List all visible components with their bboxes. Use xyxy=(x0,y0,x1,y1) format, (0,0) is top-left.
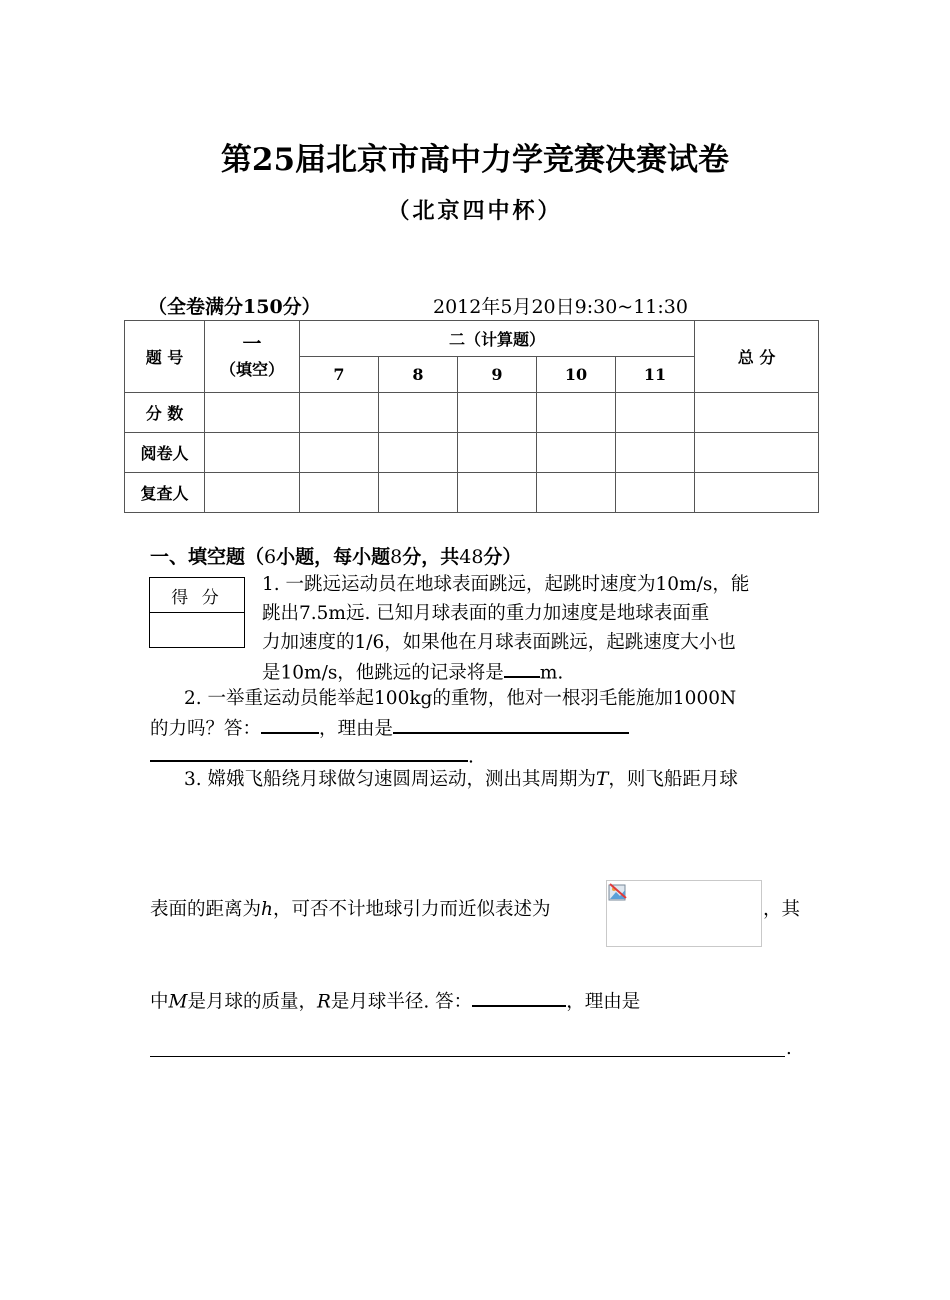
problem-number: 10 xyxy=(537,357,616,393)
broken-image-icon xyxy=(608,882,628,902)
reviewer-cell[interactable] xyxy=(458,473,537,513)
score-table xyxy=(124,320,819,513)
q3-line4-end: . xyxy=(786,1038,792,1059)
score-row-label: 分 数 xyxy=(125,393,205,433)
problem-number: 9 xyxy=(458,357,537,393)
score-cell[interactable] xyxy=(300,393,379,433)
grader-cell[interactable] xyxy=(616,433,695,473)
score-cell[interactable] xyxy=(379,393,458,433)
score-cell[interactable] xyxy=(616,393,695,433)
exam-title: 第25届北京市高中力学竞赛决赛试卷 xyxy=(220,142,730,178)
section-one-title: 一、填空题（6小题，每小题8分，共48分） xyxy=(150,546,522,568)
problem-number: 7 xyxy=(300,357,379,393)
q2-line1: 2. 一举重运动员能举起100kg的重物，他对一根羽毛能施加1000N xyxy=(184,688,737,709)
score-cell[interactable] xyxy=(205,393,300,433)
q3-line2-tail: ，其 xyxy=(763,899,801,920)
q1-line1: 1. 一跳远运动员在地球表面跳远，起跳时速度为10m/s，能 xyxy=(262,574,750,595)
grader-cell[interactable] xyxy=(205,433,300,473)
reviewer-cell[interactable] xyxy=(205,473,300,513)
q1-line4: 是10m/s，他跳远的记录将是 m. xyxy=(262,656,563,684)
reviewer-cell[interactable] xyxy=(300,473,379,513)
section-two-header: 二（计算题） xyxy=(300,321,695,357)
problem-number: 8 xyxy=(379,357,458,393)
score-cell[interactable] xyxy=(458,393,537,433)
score-cell[interactable] xyxy=(695,393,819,433)
q1-line3: 力加速度的1/6，如果他在月球表面跳远，起跳速度大小也 xyxy=(262,632,736,653)
score-cell[interactable] xyxy=(537,393,616,433)
total-score-header: 总 分 xyxy=(695,321,819,393)
grader-row-label: 阅卷人 xyxy=(125,433,205,473)
q3-line2: 表面的距离为h，可否不计地球引力而近似表述为 xyxy=(150,899,551,920)
q2-line3: . xyxy=(150,740,474,767)
grader-cell[interactable] xyxy=(695,433,819,473)
question-number-header: 题 号 xyxy=(125,321,205,393)
formula-image-placeholder xyxy=(606,880,762,947)
section-one-header: 一 （填空） xyxy=(205,321,300,393)
grader-cell[interactable] xyxy=(458,433,537,473)
grader-cell[interactable] xyxy=(537,433,616,473)
q3-answer-blank[interactable] xyxy=(472,985,566,1007)
grader-cell[interactable] xyxy=(300,433,379,473)
section-score-label: 得 分 xyxy=(150,578,245,613)
reviewer-cell[interactable] xyxy=(379,473,458,513)
exam-datetime: 2012年5月20日9:30~11:30 xyxy=(433,296,688,318)
section-score-cell[interactable] xyxy=(150,613,245,648)
section-score-box xyxy=(149,577,245,648)
problem-number: 11 xyxy=(616,357,695,393)
reviewer-cell[interactable] xyxy=(537,473,616,513)
q3-reason-blank[interactable] xyxy=(150,1056,785,1057)
q3-line1: 3. 嫦娥飞船绕月球做匀速圆周运动，测出其周期为T，则飞船距月球 xyxy=(184,769,738,790)
full-score-note: （全卷满分150分） xyxy=(148,296,321,318)
q1-line2: 跳出7.5m远. 已知月球表面的重力加速度是地球表面重 xyxy=(262,603,710,624)
q2-answer-blank[interactable] xyxy=(261,712,319,734)
q1-answer-blank[interactable] xyxy=(504,656,540,678)
reviewer-cell[interactable] xyxy=(695,473,819,513)
reviewer-cell[interactable] xyxy=(616,473,695,513)
q2-reason-blank-continued[interactable] xyxy=(150,740,468,762)
grader-cell[interactable] xyxy=(379,433,458,473)
q2-line2: 的力吗？答： ，理由是 xyxy=(150,712,629,740)
q2-reason-blank[interactable] xyxy=(393,712,629,734)
exam-subtitle: （北京四中杯） xyxy=(387,198,563,224)
q3-line3: 中M是月球的质量，R是月球半径. 答： ，理由是 xyxy=(150,985,640,1013)
reviewer-row-label: 复查人 xyxy=(125,473,205,513)
